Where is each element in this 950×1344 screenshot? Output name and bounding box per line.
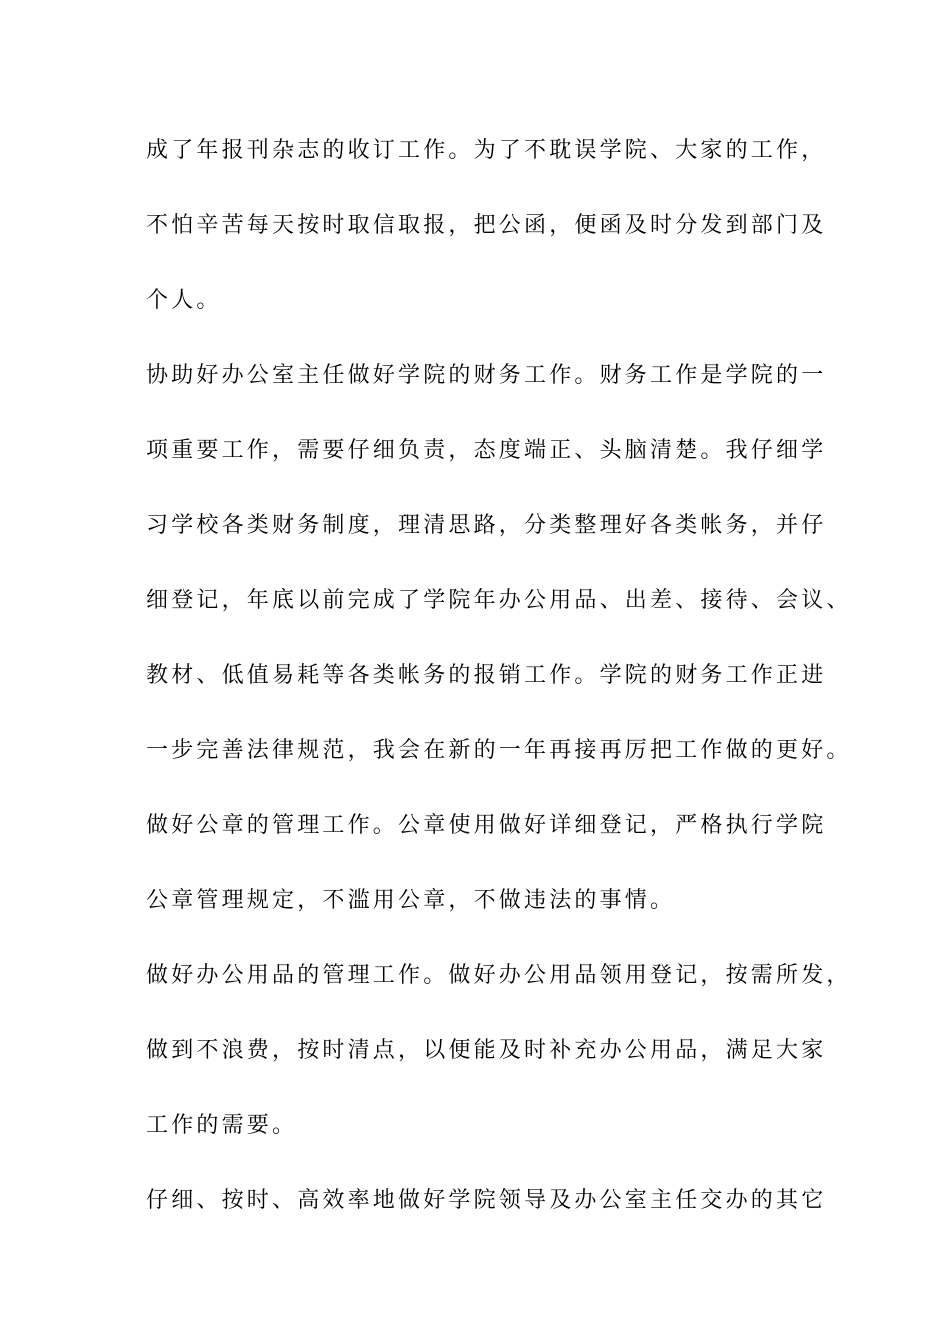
text-line: 不怕辛苦每天按时取信取报，把公函，便函及时分发到部门及 (146, 213, 827, 238)
text-line: 做好办公用品的管理工作。做好办公用品领用登记，按需所发， (146, 963, 852, 988)
text-line: 教材、低值易耗等各类帐务的报销工作。学院的财务工作正进 (146, 663, 827, 688)
text-line: 习学校各类财务制度，理清思路，分类整理好各类帐务，并仔 (146, 513, 827, 538)
text-line: 协助好办公室主任做好学院的财务工作。财务工作是学院的一 (146, 363, 827, 388)
text-line: 做到不浪费，按时清点，以便能及时补充办公用品，满足大家 (146, 1038, 827, 1063)
text-line: 项重要工作，需要仔细负责，态度端正、头脑清楚。我仔细学 (146, 438, 827, 463)
text-line: 个人。 (146, 288, 222, 313)
text-line: 公章管理规定，不滥用公章，不做违法的事情。 (146, 888, 676, 913)
text-line: 细登记，年底以前完成了学院年办公用品、出差、接待、会议、 (146, 588, 852, 613)
text-line: 仔细、按时、高效率地做好学院领导及办公室主任交办的其它 (146, 1188, 827, 1213)
text-line: 工作的需要。 (146, 1113, 298, 1138)
document-body (146, 131, 852, 1256)
text-line: 做好公章的管理工作。公章使用做好详细登记，严格执行学院 (146, 813, 827, 838)
text-line: 成了年报刊杂志的收订工作。为了不耽误学院、大家的工作， (146, 138, 827, 163)
text-line: 一步完善法律规范，我会在新的一年再接再厉把工作做的更好。 (146, 738, 852, 763)
